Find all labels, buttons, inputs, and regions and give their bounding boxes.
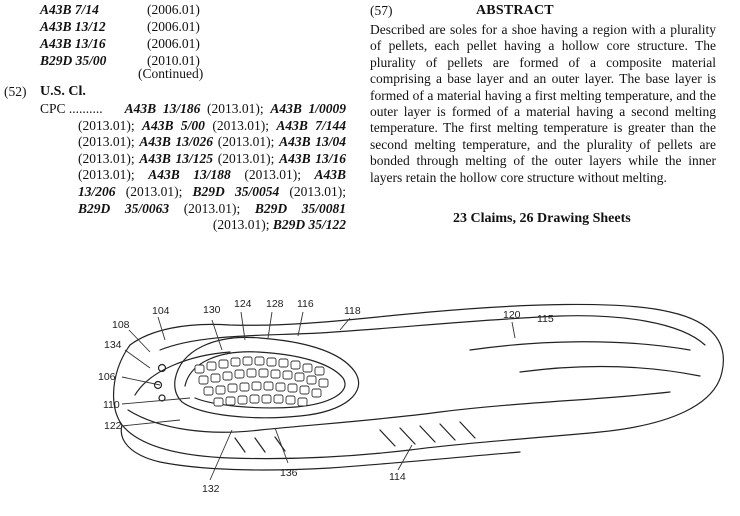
- pellet: [216, 386, 225, 394]
- pellet: [283, 371, 292, 379]
- ref-label-128: 128: [266, 298, 284, 310]
- cpc-code: A43B 7/144: [276, 117, 347, 133]
- abstract-title: ABSTRACT: [476, 3, 554, 18]
- claims-count: 23 Claims, 26 Drawing Sheets: [453, 211, 631, 226]
- pellet: [298, 398, 307, 406]
- classification-date: (2006.01): [147, 2, 200, 17]
- cpc-code: A43B 13/188: [148, 167, 231, 183]
- pellet: [312, 389, 321, 397]
- pellet: [226, 397, 235, 405]
- pellet: [255, 357, 264, 365]
- pellet: [199, 376, 208, 384]
- pellet: [274, 395, 283, 403]
- ref-label-118: 118: [344, 305, 361, 317]
- cpc-code: A43B 13/026: [139, 134, 214, 150]
- pellet: [207, 362, 216, 370]
- pellet: [315, 367, 324, 375]
- ref-label-108: 108: [112, 319, 130, 331]
- ref-label-134: 134: [104, 339, 122, 351]
- cpc-code: A43B 5/00: [142, 117, 205, 133]
- abstract-text: Described are soles for a shoe having a region with a plurality of pellets, each pellet having a hollow core structure. The plurality of pellets are formed of a composite material comprising a base layer and an outer layer. The base layer is formed of a material having a first melting temperature, and the outer layer is formed of a material having a second melting temperature. The first melting temperature is greater than the second melting temperature, and the plurality of pellets are bonded through melting of the outer layers while the inner layers retain the hollow core structure without melting.: [370, 22, 716, 185]
- cpc-date: (2013.01);: [78, 134, 135, 150]
- us-cl-field-number: (52): [4, 84, 27, 99]
- cpc-code: B29D 35/0081: [254, 200, 346, 216]
- pellet: [276, 383, 285, 391]
- cpc-date: (2013.01);: [217, 134, 275, 150]
- classification-date: (2006.01): [147, 19, 200, 34]
- classification-code: B29D 35/00: [40, 53, 107, 68]
- cpc-code: A43B 13/16: [279, 150, 347, 166]
- pellet: [288, 384, 297, 392]
- cpc-date: (2013.01);: [125, 183, 183, 199]
- pellet: [303, 364, 312, 372]
- cpc-date: (2013.01);: [78, 117, 135, 133]
- sole-inner-rim: [160, 316, 705, 350]
- ref-label-130: 130: [203, 304, 221, 316]
- ref-label-136: 136: [280, 467, 298, 479]
- cpc-code: A43B 13/04: [279, 134, 347, 150]
- cpc-code: A43B 13/125: [139, 150, 214, 166]
- cpc-date: (2013.01);: [78, 167, 135, 183]
- classification-code: A43B 13/12: [40, 19, 106, 34]
- pellet: [219, 360, 228, 368]
- pellet: [211, 374, 220, 382]
- abstract-field-number: (57): [370, 3, 393, 18]
- pellet: [235, 370, 244, 378]
- pellet: [195, 365, 204, 373]
- pellet: [238, 396, 247, 404]
- pellet: [291, 361, 300, 369]
- cpc-code: A43B 1/0009: [270, 101, 347, 116]
- pellet: [307, 376, 316, 384]
- pellet: [231, 358, 240, 366]
- classification-code: A43B 7/14: [40, 2, 99, 17]
- cpc-code: A43B 13/206: [78, 167, 347, 199]
- cpc-date: (2013.01);: [183, 200, 241, 216]
- pellet: [247, 369, 256, 377]
- ref-label-106: 106: [98, 371, 116, 383]
- us-cl-title: U.S. Cl.: [40, 84, 86, 99]
- cpc-date: (2013.01);: [78, 150, 135, 166]
- pellet: [295, 373, 304, 381]
- pellet: [262, 395, 271, 403]
- pellet: [252, 382, 261, 390]
- ref-label-124: 124: [234, 298, 252, 310]
- cpc-date: (2013.01);: [212, 217, 270, 233]
- pellet: [259, 369, 268, 377]
- pellet: [250, 395, 259, 403]
- cpc-code: A43B 13/186: [124, 101, 201, 116]
- cpc-date: (2013.01);: [289, 183, 347, 199]
- pellet: [264, 382, 273, 390]
- cpc-date: (2013.01);: [212, 117, 269, 133]
- classification-code: A43B 13/16: [40, 36, 106, 51]
- ref-label-114: 114: [389, 471, 406, 483]
- cpc-date: (2013.01);: [207, 101, 264, 116]
- classification-date: (2010.01): [147, 53, 200, 68]
- pellet: [279, 359, 288, 367]
- sole-side-wall: [121, 425, 520, 470]
- cpc-code: B29D 35/0063: [78, 200, 170, 216]
- pellet: [214, 398, 223, 406]
- ref-label-110: 110: [103, 399, 120, 411]
- pellet: [223, 372, 232, 380]
- cpc-date: (2013.01);: [217, 150, 275, 166]
- outsole-hatch: [235, 422, 475, 452]
- classification-date: (2006.01): [147, 36, 200, 51]
- pellet: [267, 358, 276, 366]
- cpc-code: B29D 35/122: [272, 217, 346, 233]
- ref-label-104: 104: [152, 305, 170, 317]
- cpc-date: (2013.01);: [244, 167, 301, 183]
- toe-ridge: [520, 366, 700, 376]
- pellet: [240, 383, 249, 391]
- continued-note: (Continued): [138, 66, 204, 81]
- forefoot-ridge: [470, 342, 690, 350]
- pellet: [204, 387, 213, 395]
- cpc-label: CPC ..........: [40, 101, 103, 116]
- pellet: [319, 379, 328, 387]
- pellet: [300, 386, 309, 394]
- pellet-cluster: [195, 357, 328, 406]
- pellet: [228, 384, 237, 392]
- pellet: [243, 357, 252, 365]
- ref-label-132: 132: [202, 483, 220, 495]
- pellet: [271, 370, 280, 378]
- ref-label-120: 120: [503, 309, 521, 321]
- ref-label-122: 122: [104, 420, 122, 432]
- ref-label-116: 116: [297, 298, 314, 310]
- cpc-code: B29D 35/0054: [192, 183, 280, 199]
- pellet: [286, 396, 295, 404]
- ref-label-115: 115: [537, 313, 554, 325]
